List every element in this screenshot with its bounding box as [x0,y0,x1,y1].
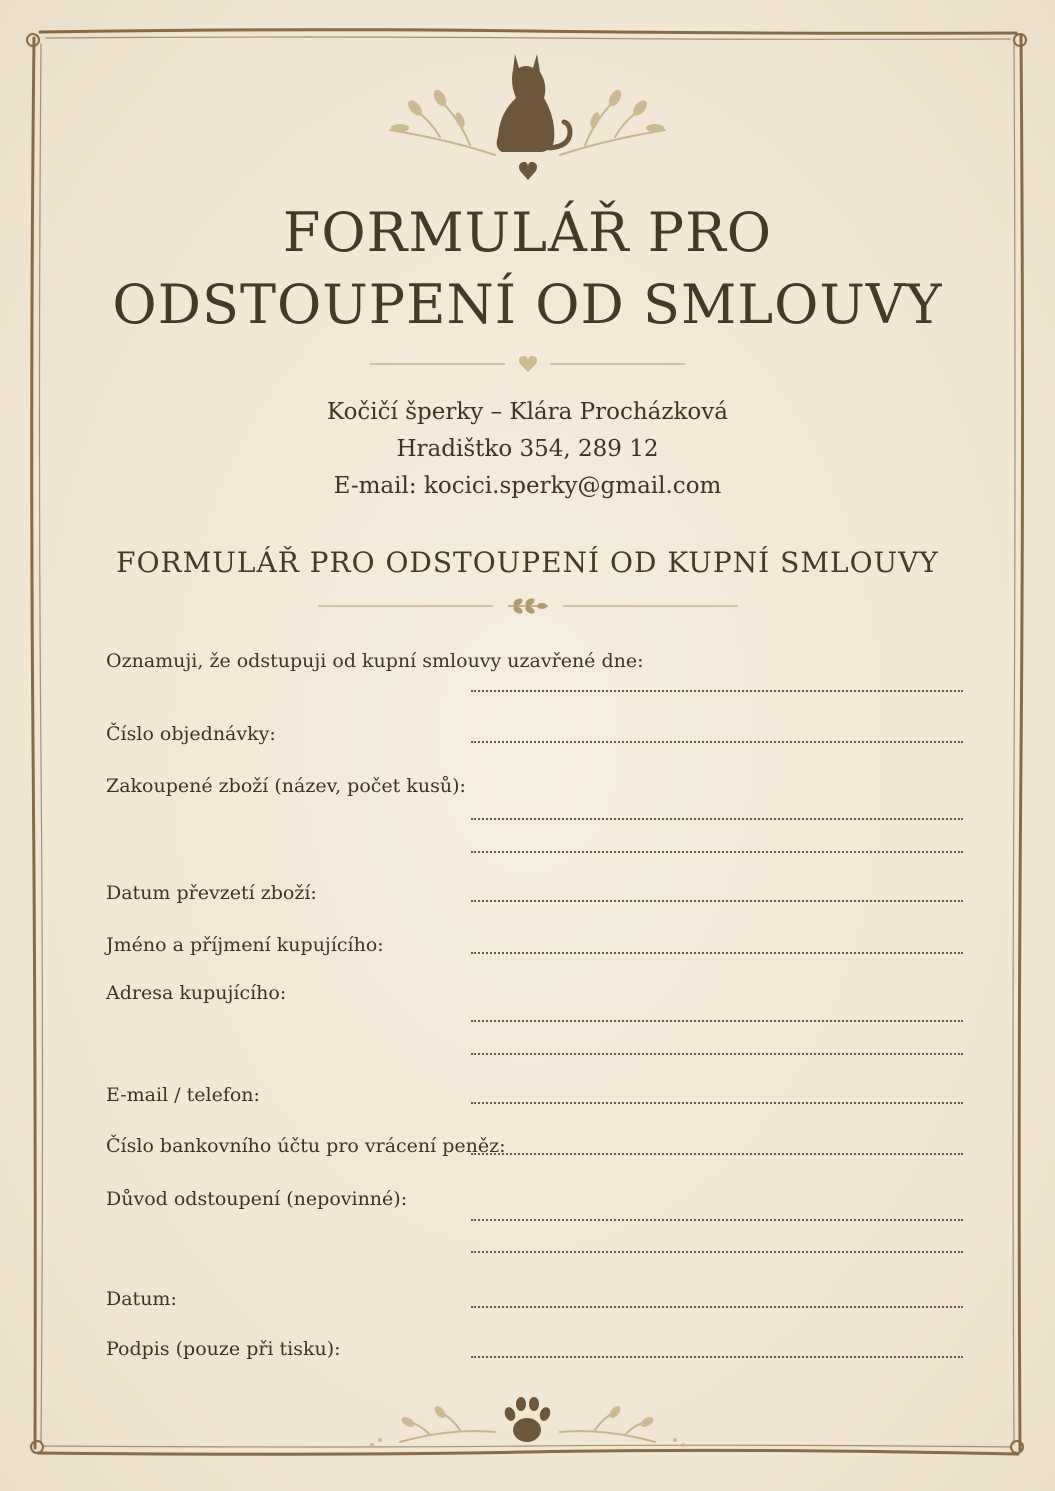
field-receipt-date[interactable] [471,900,963,902]
heart-icon [519,356,537,372]
heart-icon [519,162,537,180]
bottom-ornament [360,1390,695,1455]
label-buyer-name: Jméno a příjmení kupujícího: [106,934,384,956]
field-signature[interactable] [471,1356,963,1358]
label-signature: Podpis (pouze při tisku): [106,1338,341,1360]
page-title-line1: FORMULÁŘ PRO [282,201,773,264]
top-ornament [370,40,685,185]
label-date: Datum: [106,1288,177,1310]
label-reason: Důvod odstoupení (nepovinné): [106,1188,408,1210]
field-contract-date[interactable] [471,690,963,692]
label-order-number: Číslo objednávky: [106,723,276,745]
field-buyer-address-line2[interactable] [471,1053,963,1055]
field-buyer-name[interactable] [471,952,963,954]
seller-email: E-mail: kocici.sperky@gmail.com [333,473,722,499]
field-bank-account[interactable] [471,1153,963,1155]
page-title-line2: ODSTOUPENÍ OD SMLOUVY [112,273,943,336]
paw-icon [503,1397,552,1442]
field-buyer-address-line1[interactable] [471,1020,963,1022]
field-date[interactable] [471,1306,963,1308]
seller-address: Hradištko 354, 289 12 [396,436,659,462]
label-receipt-date: Datum převzetí zboží: [106,882,317,904]
field-order-number[interactable] [471,741,963,743]
field-goods-line2[interactable] [471,851,963,853]
title-divider [370,352,685,376]
field-email-phone[interactable] [471,1102,963,1104]
cat-silhouette-icon [497,54,570,152]
form-subtitle: FORMULÁŘ PRO ODSTOUPENÍ OD KUPNÍ SMLOUVY [116,546,939,579]
field-goods-line1[interactable] [471,818,963,820]
subtitle-divider [318,596,738,616]
branch-icon [508,597,548,615]
label-contract-date: Oznamuji, že odstupuji od kupní smlouvy uzavřené dne: [106,650,644,672]
field-reason-line1[interactable] [471,1219,963,1221]
label-email-phone: E-mail / telefon: [106,1084,260,1106]
seller-name: Kočičí šperky – Klára Procházková [327,399,728,425]
label-buyer-address: Adresa kupujícího: [106,982,287,1004]
label-bank-account: Číslo bankovního účtu pro vrácení peněz: [106,1135,506,1157]
label-goods: Zakoupené zboží (název, počet kusů): [106,775,466,797]
field-reason-line2[interactable] [471,1251,963,1253]
